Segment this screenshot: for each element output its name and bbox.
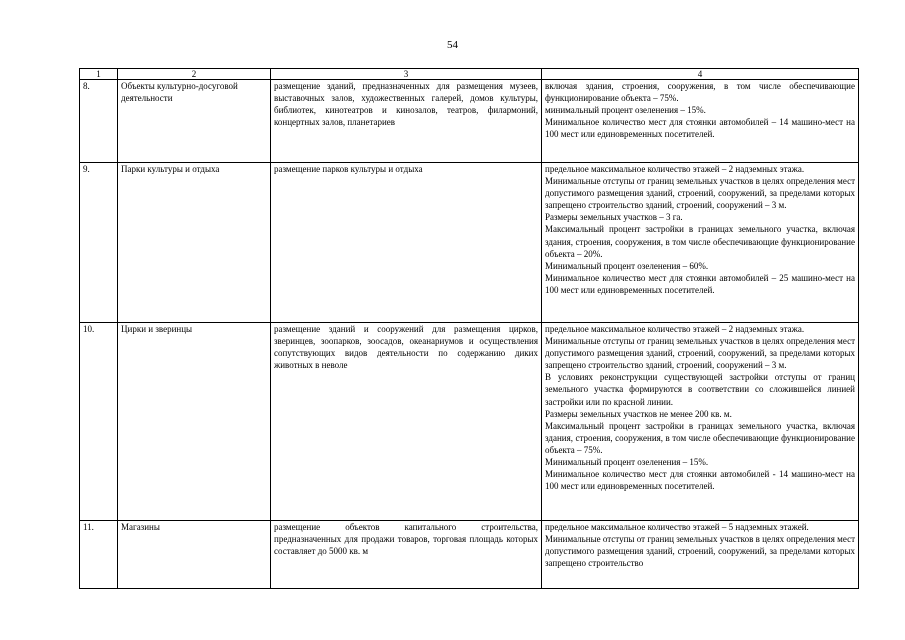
row-number: 9. — [80, 163, 118, 323]
parameter-text: Минимальное количество мест для стоянки автомобилей - 14 машино-мест на 100 мест или единовременных посетителей. — [545, 469, 855, 492]
use-type-name: Объекты культурно-досуговой деятельности — [118, 80, 271, 163]
parameter-text: минимальный процент озеленения – 15%. — [545, 105, 706, 116]
header-row — [80, 69, 859, 80]
parameter-text: Минимальное количество мест для стоянки автомобилей – 14 машино-мест на 100 мест или единовременных посетителей. — [545, 117, 855, 140]
use-description: размещение объектов капитального строительства, предназначенных для продажи товаров, торговая площадь которых составляет до 5000 кв. м — [271, 521, 542, 589]
page-number: 54 — [447, 39, 458, 51]
parameter-text: Минимальное количество мест для стоянки автомобилей – 25 машино-мест на 100 мест или единовременных посетителей. — [545, 272, 855, 295]
row-number: 11. — [80, 521, 118, 589]
header-col-2: 2 — [118, 69, 271, 80]
parameter-text: Минимальные отступы от границ земельных участков в целях определения мест допустимого размещения зданий, строений, сооружений, за пределами которых запрещено строительство зданий, строений, сооружений – 3 м. — [545, 176, 855, 211]
use-description: размещение парков культуры и отдыха — [271, 163, 542, 323]
header-col-1: 1 — [80, 69, 118, 80]
use-type-name: Парки культуры и отдыха — [118, 163, 271, 323]
parameters-cell — [542, 80, 859, 163]
parameters-cell — [542, 163, 859, 323]
parameter-text: Минимальные отступы от границ земельных участков в целях определения мест допустимого размещения зданий, строений, сооружений, за пределами которых запрещено строительство зданий, строений, сооружений – 3 м. — [545, 336, 855, 371]
parameter-text: Минимальный процент озеленения – 15%. — [545, 457, 709, 468]
header-col-4: 4 — [542, 69, 859, 80]
row-number: 10. — [80, 323, 118, 521]
parameter-text: Максимальный процент застройки в границах земельного участка, включая здания, строения, сооружения, в том числе обеспечивающие функционирование объекта – 20%. — [545, 224, 855, 259]
parameter-text: предельное максимальное количество этажей – 2 надземных этажа. — [545, 324, 805, 334]
table-row — [80, 163, 859, 323]
use-type-name: Магазины — [118, 521, 271, 589]
parameters-cell — [542, 323, 859, 521]
row-number: 8. — [80, 80, 118, 163]
parameter-text: предельное максимальное количество этажей – 5 надземных этажей. — [545, 522, 809, 532]
table-row — [80, 323, 859, 521]
parameter-text: Размеры земельных участков – 3 га. — [545, 212, 683, 223]
use-description: размещение зданий, предназначенных для размещения музеев, выставочных залов, художественных галерей, домов культуры, библиотек, кинотеатров и кинозалов, театров, филармоний, концертных залов, планетариев — [271, 80, 542, 163]
parameters-cell — [542, 521, 859, 589]
regulations-table — [79, 68, 859, 589]
parameter-text: Минимальные отступы от границ земельных участков в целях определения мест допустимого размещения зданий, строений, сооружений, за пределами которых запрещено строительство — [545, 534, 855, 569]
use-type-name: Цирки и зверинцы — [118, 323, 271, 521]
use-description: размещение зданий и сооружений для размещения цирков, зверинцев, зоопарков, зоосадов, океанариумов и осуществления сопутствующих видов деятельности по содержанию диких животных в неволе — [271, 323, 542, 521]
parameter-text: Размеры земельных участков не менее 200 кв. м. — [545, 408, 732, 419]
parameter-text: Минимальный процент озеленения – 60%. — [545, 260, 709, 271]
table-row — [80, 80, 859, 163]
parameter-text: предельное максимальное количество этажей – 2 надземных этажа. — [545, 164, 805, 174]
parameter-text: включая здания, строения, сооружения, в том числе обеспечивающие функционирование объекта – 75%. — [545, 81, 855, 104]
parameter-text: Максимальный процент застройки в границах земельного участка, включая здания, строения, сооружения, в том числе обеспечивающие функционирование объекта – 75%. — [545, 420, 855, 455]
table-row — [80, 521, 859, 589]
header-col-3: 3 — [271, 69, 542, 80]
parameter-text: В условиях реконструкции существующей застройки отступы от границ земельного участка формируются в соответствии со сложившейся линией застройки или по красной линии. — [545, 372, 855, 407]
